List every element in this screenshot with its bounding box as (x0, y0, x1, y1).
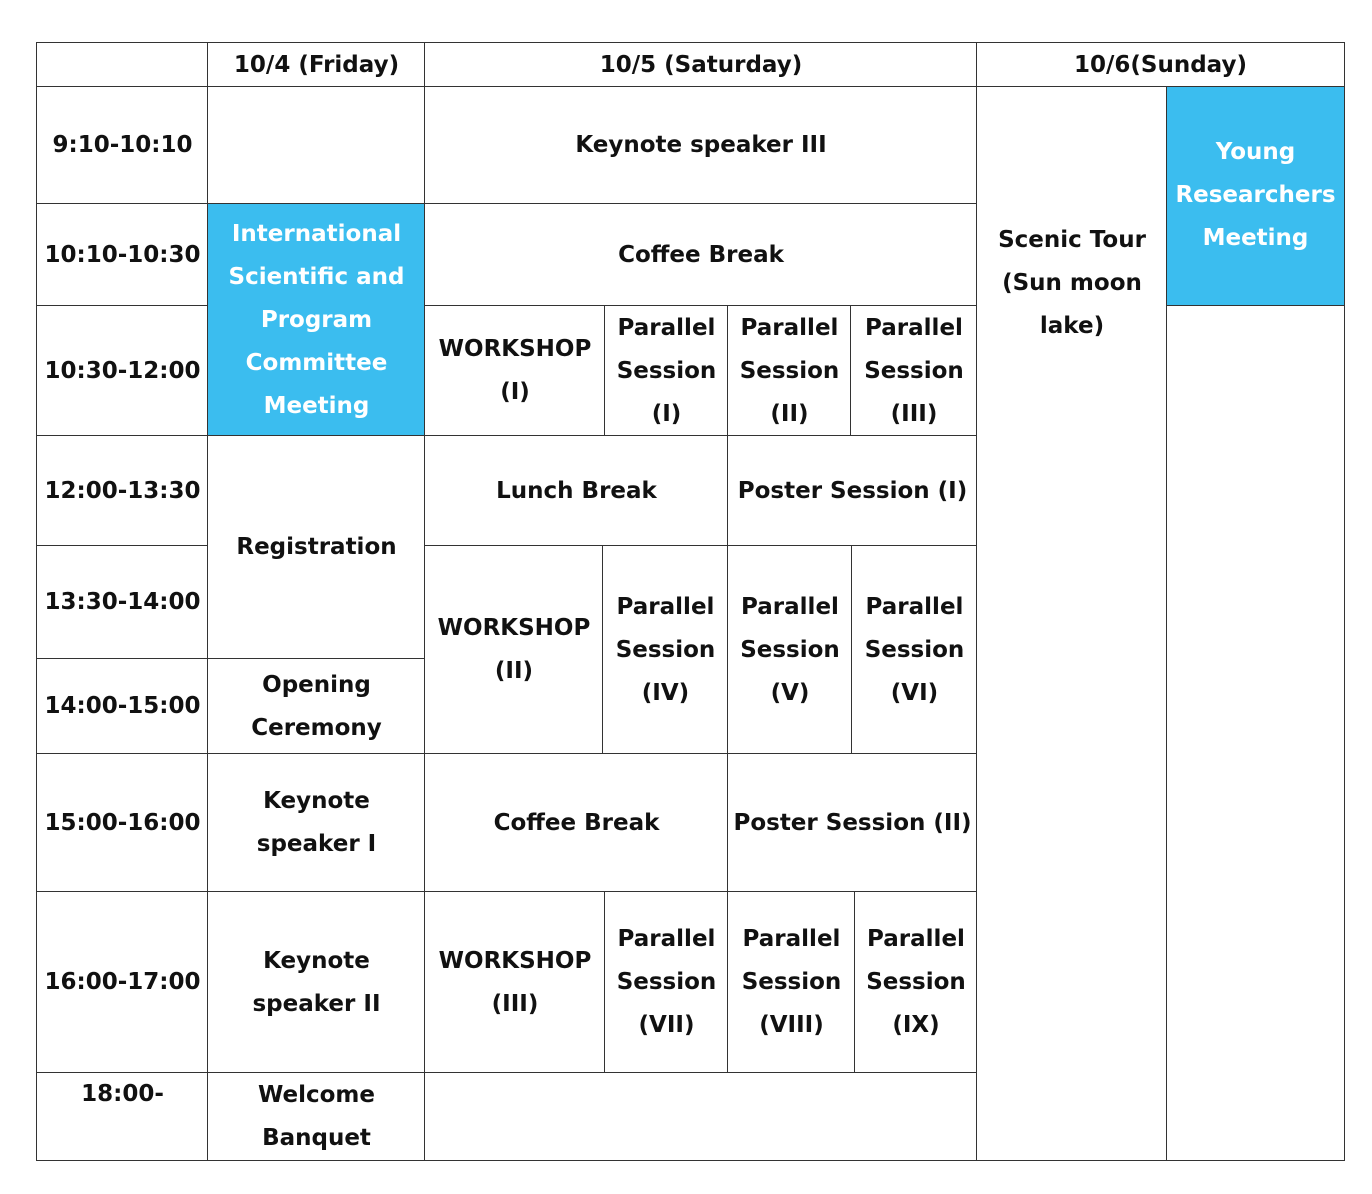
coffee-break-afternoon: Coffee Break (493, 809, 660, 836)
parallel-session-7: Parallel Session (VII) (616, 926, 717, 1038)
time-slot-1400: 14:00-15:00 (44, 693, 201, 719)
sat-divider (727, 892, 728, 1073)
parallel-session-3: Parallel Session (III) (864, 314, 964, 427)
border-top (37, 42, 1345, 43)
time-slot-1010: 10:10-10:30 (44, 241, 201, 268)
workshop-2: WORKSHOP (II) (437, 615, 591, 684)
header-day2: 10/5 (Saturday) (599, 51, 803, 78)
sat-divider (727, 546, 728, 754)
sat-divider (727, 754, 728, 892)
border-bottom (37, 1160, 1345, 1161)
header-day1: 10/4 (Friday) (233, 51, 400, 78)
row-rule (37, 753, 977, 754)
sat-divider (854, 892, 855, 1073)
parallel-session-6: Parallel Session (VI) (864, 593, 965, 706)
divider-friday-saturday (424, 42, 425, 1161)
row-rule (37, 1072, 977, 1073)
row-rule (37, 435, 977, 436)
workshop-1: WORKSHOP (I) (438, 336, 592, 405)
lunch-break: Lunch Break (496, 477, 657, 504)
header-day3: 10/6(Sunday) (1073, 51, 1248, 78)
sat-divider (727, 306, 728, 436)
keynote-speaker-2: Keynote speaker II (252, 947, 381, 1017)
young-meeting-bottom (1167, 305, 1345, 306)
time-slot-1600: 16:00-17:00 (44, 969, 201, 995)
row-rule (425, 545, 977, 546)
sat-divider (850, 306, 851, 436)
sat-divider (604, 892, 605, 1073)
sat-divider (604, 306, 605, 436)
row-rule (37, 891, 977, 892)
program-committee-meeting: International Scientific and Program Committee Meeting (208, 204, 425, 436)
time-slot-1030: 10:30-12:00 (44, 357, 201, 384)
welcome-banquet: Welcome Banquet (257, 1082, 376, 1151)
keynote-speaker-3: Keynote speaker III (575, 132, 827, 158)
parallel-session-2: Parallel Session (II) (739, 314, 840, 427)
divider-sunday-split (1166, 87, 1167, 1161)
time-slot-1330: 13:30-14:00 (44, 589, 201, 615)
header-rule (37, 86, 1345, 87)
young-researchers-meeting: Young Researchers Meeting (1167, 87, 1344, 306)
row-rule (37, 658, 425, 659)
sat-divider (851, 546, 852, 754)
divider-saturday-sunday (976, 42, 977, 1161)
sat-divider (727, 436, 728, 546)
time-slot-0910: 9:10-10:10 (52, 132, 193, 158)
parallel-session-9: Parallel Session (IX) (866, 926, 966, 1038)
poster-session-1: Poster Session (I) (737, 477, 968, 504)
border-left (36, 42, 37, 1161)
coffee-break-morning: Coffee Break (618, 241, 784, 268)
divider-time-friday (207, 42, 208, 1161)
sat-divider (602, 546, 603, 754)
row-rule (37, 545, 208, 546)
parallel-session-8: Parallel Session (VIII) (741, 926, 842, 1038)
row-rule (37, 305, 208, 306)
border-right (1344, 42, 1345, 1161)
time-slot-1800: 18:00- (81, 1081, 164, 1107)
row-rule (425, 305, 977, 306)
registration: Registration (236, 534, 397, 560)
opening-ceremony: Opening Ceremony (251, 671, 382, 741)
time-slot-1500: 15:00-16:00 (44, 809, 201, 836)
keynote-speaker-1: Keynote speaker I (256, 788, 377, 857)
row-rule (37, 203, 977, 204)
scenic-tour: Scenic Tour (Sun moon lake) (998, 226, 1146, 339)
time-slot-1200: 12:00-13:30 (44, 477, 201, 504)
parallel-session-5: Parallel Session (V) (740, 593, 840, 706)
parallel-session-1: Parallel Session (I) (616, 314, 717, 427)
workshop-3: WORKSHOP (III) (438, 947, 592, 1017)
parallel-session-4: Parallel Session (IV) (615, 593, 716, 706)
poster-session-2: Poster Session (II) (733, 809, 972, 836)
